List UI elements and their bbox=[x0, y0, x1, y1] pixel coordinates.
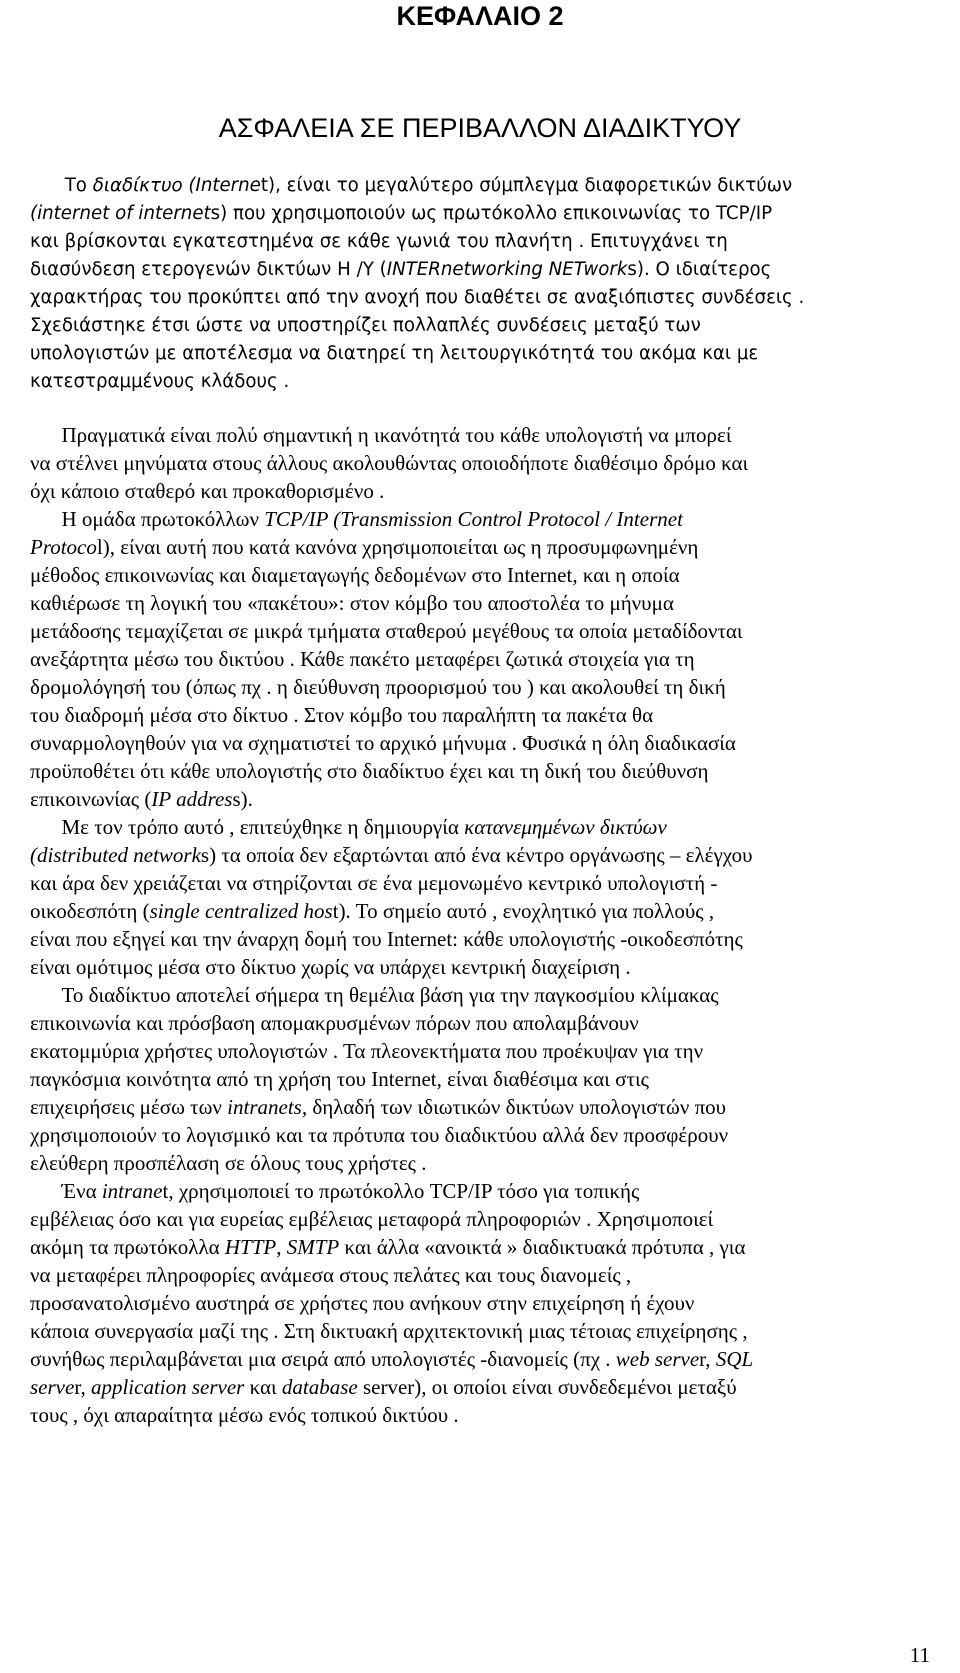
italic-text: SMTP bbox=[286, 1235, 340, 1259]
italic-text: INTERnetworking NETwork bbox=[386, 259, 628, 280]
text-line bbox=[30, 869, 930, 897]
text-line bbox=[30, 505, 930, 533]
text-run: και άρα δεν χρειάζεται να στηρίζονται σε ένα μεμονωμένο κεντρικό υπολογιστή - bbox=[30, 871, 718, 895]
page-number: 11 bbox=[909, 1643, 930, 1667]
italic-text: web serve bbox=[615, 1347, 700, 1371]
text-run: ακόμη τα πρωτόκολλα bbox=[30, 1235, 225, 1259]
text-run: t), είναι το μεγαλύτερο σύμπλεγμα διαφορετικών δικτύων bbox=[260, 175, 793, 196]
text-line bbox=[30, 1121, 930, 1149]
text-run: επιχειρήσεις μέσω των bbox=[30, 1095, 228, 1119]
text-run: παγκόσμια κοινότητα από τη χρήση του Internet, είναι διαθέσιμα και στις bbox=[30, 1067, 649, 1091]
section-title: ΑΣΦΑΛΕΙΑ ΣΕ ΠΕΡΙΒΑΛΛΟΝ ΔΙΑΔΙΚΤΥΟΥ bbox=[218, 113, 742, 143]
text-line bbox=[30, 561, 930, 589]
text-line bbox=[30, 1373, 930, 1401]
text-run: εκατομμύρια χρήστες υπολογιστών . Τα πλεονεκτήματα που προέκυψαν για την bbox=[30, 1039, 704, 1063]
text-line bbox=[30, 533, 930, 561]
text-line bbox=[30, 673, 930, 701]
text-run: s). Ο ιδιαίτερος bbox=[627, 259, 772, 280]
text-line bbox=[30, 368, 930, 396]
text-line bbox=[30, 953, 930, 981]
text-line bbox=[30, 449, 930, 477]
text-line bbox=[30, 589, 930, 617]
text-line bbox=[30, 841, 930, 869]
text-run: r, bbox=[699, 1347, 716, 1371]
text-run: όχι κάποιο σταθερό και προκαθορισμένο . bbox=[30, 479, 385, 503]
text-line bbox=[30, 1289, 930, 1317]
text-run: r, bbox=[74, 1375, 91, 1399]
text-run: υπολογιστών με αποτέλεσμα να διατηρεί τη λειτουργικότητά του ακόμα και με bbox=[30, 343, 759, 364]
text-run: Σχεδιάστηκε έτσι ώστε να υποστηρίζει πολλαπλές συνδέσεις μεταξύ των bbox=[30, 315, 701, 336]
italic-text: (distributed network bbox=[30, 843, 201, 867]
text-run: Με τον τρόπο αυτό , επιτεύχθηκε η δημιουργία bbox=[30, 815, 465, 839]
italic-text: HTTP bbox=[224, 1235, 277, 1259]
text-line bbox=[30, 925, 930, 953]
text-run: ανεξάρτητα μέσω του δικτύου . Κάθε πακέτο μεταφέρει ζωτικά στοιχεία για τη bbox=[30, 647, 695, 671]
text-run: Η ομάδα πρωτοκόλλων bbox=[30, 507, 265, 531]
text-run: s) που χρησιμοποιούν ως πρωτόκολλο επικοινωνίας το TCP/IP bbox=[210, 203, 773, 224]
text-run: δρομολόγησή του (όπως πχ . η διεύθυνση προορισμού του ) και ακολουθεί τη δική bbox=[30, 675, 726, 699]
text-run: επικοινωνίας ( bbox=[30, 787, 152, 811]
italic-text: διαδίκτυο (Interne bbox=[92, 175, 261, 196]
text-line bbox=[30, 477, 930, 505]
text-run: s) τα οποία δεν εξαρτώνται από ένα κέντρο οργάνωσης – ελέγχου bbox=[200, 843, 753, 867]
italic-text: serve bbox=[30, 1375, 75, 1399]
text-line bbox=[30, 617, 930, 645]
text-line bbox=[30, 813, 930, 841]
italic-text: single centralized hos bbox=[149, 899, 333, 923]
text-run: καθιέρωσε τη λογική του «πακέτου»: στον κόμβο του αποστολέα το μήνυμα bbox=[30, 591, 674, 615]
text-run: διασύνδεση ετερογενών δικτύων Η /Υ ( bbox=[30, 259, 387, 280]
text-run: επικοινωνία και πρόσβαση απομακρυσμένων πόρων που απολαμβάνουν bbox=[30, 1011, 639, 1035]
italic-text: intranets, bbox=[227, 1095, 308, 1119]
text-run: κατεστραμμένους κλάδους . bbox=[30, 371, 290, 392]
text-run: εμβέλειας όσο και για ευρείας εμβέλειας μεταφορά πληροφοριών . Χρησιμοποιεί bbox=[30, 1207, 714, 1231]
text-line bbox=[30, 312, 930, 340]
text-run: χρησιμοποιούν το λογισμικό και τα πρότυπα του διαδικτύου αλλά δεν προσφέρουν bbox=[30, 1123, 729, 1147]
italic-text: κατανεμημένων δικτύων bbox=[464, 815, 667, 839]
italic-text: IP addres bbox=[151, 787, 233, 811]
text-run: κάποια συνεργασία μαζί της . Στη δικτυακή αρχιτεκτονική μιας τέτοιας επιχείρησης , bbox=[30, 1319, 748, 1343]
text-line bbox=[30, 1261, 930, 1289]
text-line bbox=[30, 256, 930, 284]
text-run: συναρμολογηθούν για να σχηματιστεί το αρχικό μήνυμα . Φυσικά η όλη διαδικασία bbox=[30, 731, 736, 755]
text-line bbox=[30, 284, 930, 312]
text-line bbox=[30, 1149, 930, 1177]
chapter-heading: ΚΕΦΑΛΑΙΟ 2 bbox=[396, 1, 564, 31]
italic-text: intrane bbox=[101, 1179, 163, 1203]
text-run: χαρακτήρας του προκύπτει από την ανοχή που διαθέτει σε αναξιόπιστες συνδέσεις . bbox=[30, 287, 805, 308]
text-line bbox=[30, 1177, 930, 1205]
body-text bbox=[30, 421, 930, 1429]
italic-text: Protoco bbox=[30, 535, 97, 559]
text-line bbox=[30, 1233, 930, 1261]
text-line bbox=[30, 228, 930, 256]
text-run: του διαδρομή μέσα στο δίκτυο . Στον κόμβο του παραλήπτη τα πακέτα θα bbox=[30, 703, 654, 727]
text-run: να μεταφέρει πληροφορίες ανάμεσα στους πελάτες και τους διανομείς , bbox=[30, 1263, 632, 1287]
text-run: και άλλα «ανοικτά » διαδικτυακά πρότυπα , για bbox=[339, 1235, 746, 1259]
text-run: s). bbox=[232, 787, 253, 811]
text-run: μέθοδος επικοινωνίας και διαμεταγωγής δεδομένων στο Internet, και η οποία bbox=[30, 563, 680, 587]
text-run: τους , όχι απαραίτητα μέσω ενός τοπικού δικτύου . bbox=[30, 1403, 459, 1427]
text-line bbox=[30, 1009, 930, 1037]
text-line bbox=[30, 757, 930, 785]
italic-text: database bbox=[281, 1375, 358, 1399]
text-line bbox=[30, 785, 930, 813]
text-line bbox=[30, 200, 930, 228]
text-line bbox=[30, 1037, 930, 1065]
text-run: Ένα bbox=[30, 1179, 102, 1203]
text-line bbox=[30, 421, 930, 449]
text-run: Πραγματικά είναι πολύ σημαντική η ικανότητά του κάθε υπολογιστή να μπορεί bbox=[30, 423, 732, 447]
text-line bbox=[30, 172, 930, 200]
text-run: l), είναι αυτή που κατά κανόνα χρησιμοποιείται ως η προσυμφωνημένη bbox=[96, 535, 699, 559]
text-line bbox=[30, 1065, 930, 1093]
text-run: server), οι οποίοι είναι συνδεδεμένοι μεταξύ bbox=[357, 1375, 737, 1399]
text-run: , bbox=[276, 1235, 287, 1259]
italic-text: application server bbox=[90, 1375, 245, 1399]
text-run: να στέλνει μηνύματα στους άλλους ακολουθώντας οποιοδήποτε διαθέσιμο δρόμο και bbox=[30, 451, 749, 475]
text-line bbox=[30, 1317, 930, 1345]
text-line bbox=[30, 1345, 930, 1373]
text-run: είναι ομότιμος μέσα στο δίκτυο χωρίς να υπάρχει κεντρική διαχείριση . bbox=[30, 955, 631, 979]
text-line bbox=[30, 1093, 930, 1121]
intro-paragraph bbox=[30, 172, 930, 396]
text-line bbox=[30, 1401, 930, 1429]
italic-text: (internet of internet bbox=[30, 203, 211, 224]
text-run: και bbox=[244, 1375, 282, 1399]
text-line bbox=[30, 340, 930, 368]
italic-text: SQL bbox=[715, 1347, 754, 1371]
text-run: και βρίσκονται εγκατεστημένα σε κάθε γωνιά του πλανήτη . Επιτυγχάνει τη bbox=[30, 231, 728, 252]
text-run: ελεύθερη προσπέλαση σε όλους τους χρήστες . bbox=[30, 1151, 427, 1175]
text-run: δηλαδή των ιδιωτικών δικτύων υπολογιστών που bbox=[307, 1095, 727, 1119]
text-run: είναι που εξηγεί και την άναρχη δομή του Internet: κάθε υπολογιστής -οικοδεσπότης bbox=[30, 927, 743, 951]
text-run: συνήθως περιλαμβάνεται μια σειρά από υπολογιστές -διανομείς (πχ . bbox=[30, 1347, 616, 1371]
text-run: προϋποθέτει ότι κάθε υπολογιστής στο διαδίκτυο έχει και τη δική του διεύθυνση bbox=[30, 759, 709, 783]
text-line bbox=[30, 1205, 930, 1233]
text-run: Το διαδίκτυο αποτελεί σήμερα τη θεμέλια βάση για την παγκοσμίου κλίμακας bbox=[30, 983, 719, 1007]
text-run: t). Το σημείο αυτό , ενοχλητικό για πολλούς , bbox=[332, 899, 715, 923]
text-run: οικοδεσπότη ( bbox=[30, 899, 150, 923]
text-line bbox=[30, 897, 930, 925]
text-run: μετάδοσης τεμαχίζεται σε μικρά τμήματα σταθερού μεγέθους τα οποία μεταδίδονται bbox=[30, 619, 743, 643]
text-run: t, χρησιμοποιεί το πρωτόκολλο TCP/IP τόσο για τοπικής bbox=[162, 1179, 640, 1203]
text-run: Το bbox=[30, 175, 93, 196]
text-run: προσανατολισμένο αυστηρά σε χρήστες που ανήκουν στην επιχείρηση ή έχουν bbox=[30, 1291, 695, 1315]
text-line bbox=[30, 645, 930, 673]
text-line bbox=[30, 729, 930, 757]
text-line bbox=[30, 981, 930, 1009]
italic-text: TCP/IP (Transmission Control Protocol / Internet bbox=[264, 507, 683, 531]
text-line bbox=[30, 701, 930, 729]
